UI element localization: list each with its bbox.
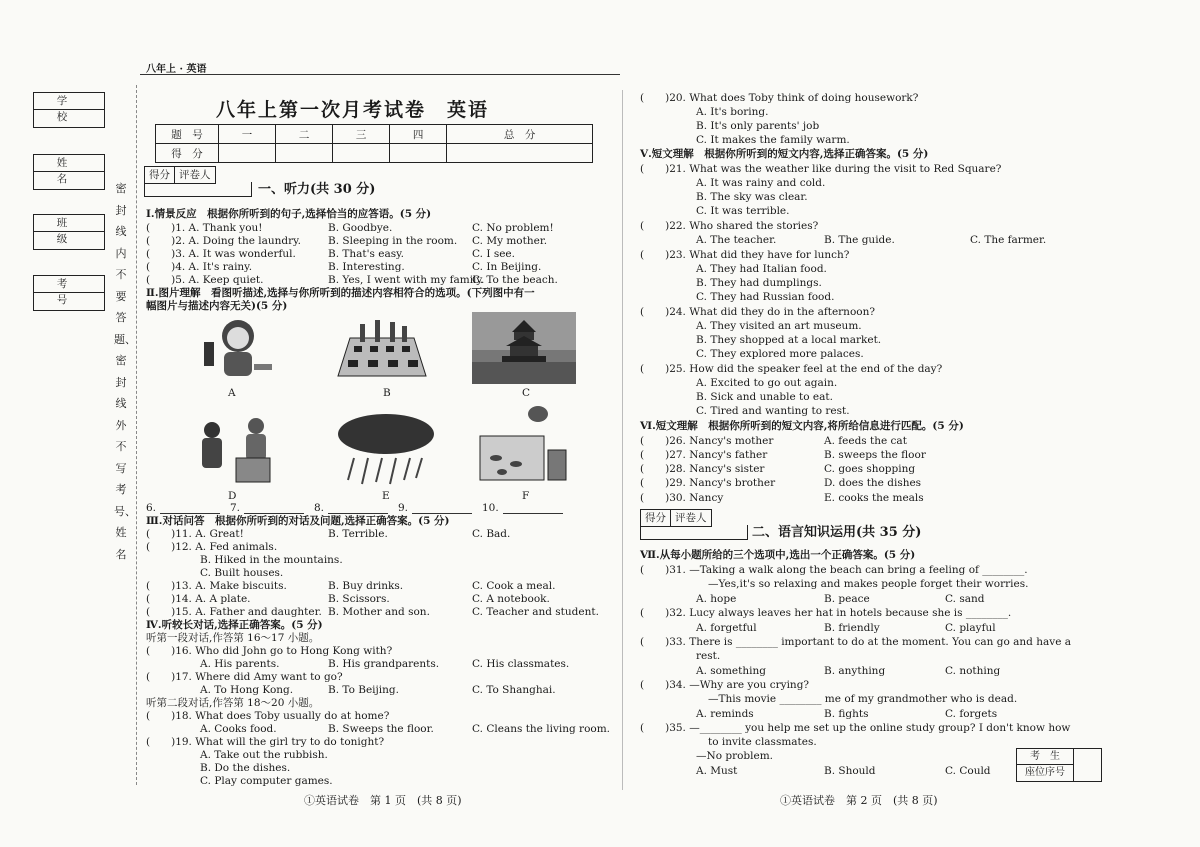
exam-number-box: 考 号 bbox=[33, 275, 105, 311]
page-title: 八年上第一次月考试卷 英语 bbox=[216, 99, 490, 121]
rain-cloud-picture bbox=[334, 410, 438, 488]
s3-title: Ⅲ.对话问答 根据你所听到的对话及问题,选择正确答案。(5 分) bbox=[146, 515, 450, 527]
part2-title: 二、语言知识运用(共 35 分) bbox=[752, 525, 922, 540]
grader-box-2: 得分 评卷人 bbox=[640, 509, 712, 527]
footer-page2: ①英语试卷 第 2 页 (共 8 页) bbox=[780, 794, 938, 807]
girl-picture bbox=[198, 312, 274, 384]
grader-box: 得分 评卷人 bbox=[144, 166, 216, 184]
fish-tank-picture bbox=[472, 402, 576, 488]
seal-line-text: 密封线内不要答题、密封线外不写考号、姓名 bbox=[114, 182, 136, 561]
s1-title: Ⅰ.情景反应 根据你所听到的句子,选择恰当的应答语。(5 分) bbox=[146, 208, 432, 220]
pic-label-b: B bbox=[383, 387, 391, 399]
q17: ( )17. Where did Amy want to go? bbox=[146, 671, 343, 683]
q16: ( )16. Who did John go to Hong Kong with? bbox=[146, 645, 393, 657]
q20: ( )20. What does Toby think of doing housework? bbox=[640, 92, 919, 104]
q31: ( )31. —Taking a walk along the beach can bring a feeling of ________. bbox=[640, 564, 1028, 576]
s2-title-line2: 幅图片与描述内容无关)(5 分) bbox=[146, 300, 288, 312]
s6-title: Ⅵ.短文理解 根据你所听到的短文内容,将所给信息进行匹配。(5 分) bbox=[640, 420, 964, 432]
s7-title: Ⅶ.从每小题所给的三个选项中,选出一个正确答案。(5 分) bbox=[640, 549, 916, 561]
q35: ( )35. —________ you help me set up the online study group? I don't know how bbox=[640, 722, 1071, 734]
q33: ( )33. There is ________ important to do at the moment. You can go and have a bbox=[640, 636, 1072, 648]
seat-number-box: 考 生 座位序号 bbox=[1016, 748, 1102, 782]
seal-line bbox=[136, 85, 137, 785]
pic-label-e: E bbox=[382, 490, 390, 502]
pic-label-a: A bbox=[228, 387, 236, 399]
footer-page1: ①英语试卷 第 1 页 (共 8 页) bbox=[304, 794, 462, 807]
page-header: 八年上 · 英语 bbox=[146, 64, 207, 75]
q21: ( )21. What was the weather like during the visit to Red Square? bbox=[640, 163, 1002, 175]
column-divider bbox=[622, 90, 623, 790]
q34: ( )34. —Why are you crying? bbox=[640, 679, 810, 691]
score-table: 题 号 一 二 三 四 总 分 得 分 bbox=[155, 124, 593, 163]
class-box: 班 级 bbox=[33, 214, 105, 250]
s5-title: Ⅴ.短文理解 根据你所听到的短文内容,选择正确答案。(5 分) bbox=[640, 148, 929, 160]
q25: ( )25. How did the speaker feel at the end of the day? bbox=[640, 363, 943, 375]
header-rule bbox=[140, 74, 620, 75]
s4-dialog1-note: 听第一段对话,作答第 16～17 小题。 bbox=[146, 632, 320, 644]
s4-title: Ⅳ.听较长对话,选择正确答案。(5 分) bbox=[146, 619, 323, 631]
q18: ( )18. What does Toby usually do at home? bbox=[146, 710, 390, 722]
temple-of-heaven-picture bbox=[472, 312, 576, 384]
children-picture bbox=[190, 414, 280, 488]
q24: ( )24. What did they do in the afternoon? bbox=[640, 306, 875, 318]
q22: ( )22. Who shared the stories? bbox=[640, 220, 819, 232]
school-box: 学 校 bbox=[33, 92, 105, 128]
q19: ( )19. What will the girl try to do tonight? bbox=[146, 736, 385, 748]
pic-label-d: D bbox=[228, 490, 237, 502]
q32: ( )32. Lucy always leaves her hat in hotels because she is ________. bbox=[640, 607, 1012, 619]
q23: ( )23. What did they have for lunch? bbox=[640, 249, 850, 261]
s2-title-line1: Ⅱ.图片理解 看图听描述,选择与你所听到的描述内容相符合的选项。(下列图中有一 bbox=[146, 287, 535, 299]
pic-label-c: C bbox=[522, 387, 531, 399]
pic-label-f: F bbox=[522, 490, 530, 502]
part1-title: 一、听力(共 30 分) bbox=[258, 182, 376, 197]
s4-dialog2-note: 听第二段对话,作答第 18～20 小题。 bbox=[146, 697, 320, 709]
chessboard-picture bbox=[330, 316, 434, 384]
name-box: 姓 名 bbox=[33, 154, 105, 190]
